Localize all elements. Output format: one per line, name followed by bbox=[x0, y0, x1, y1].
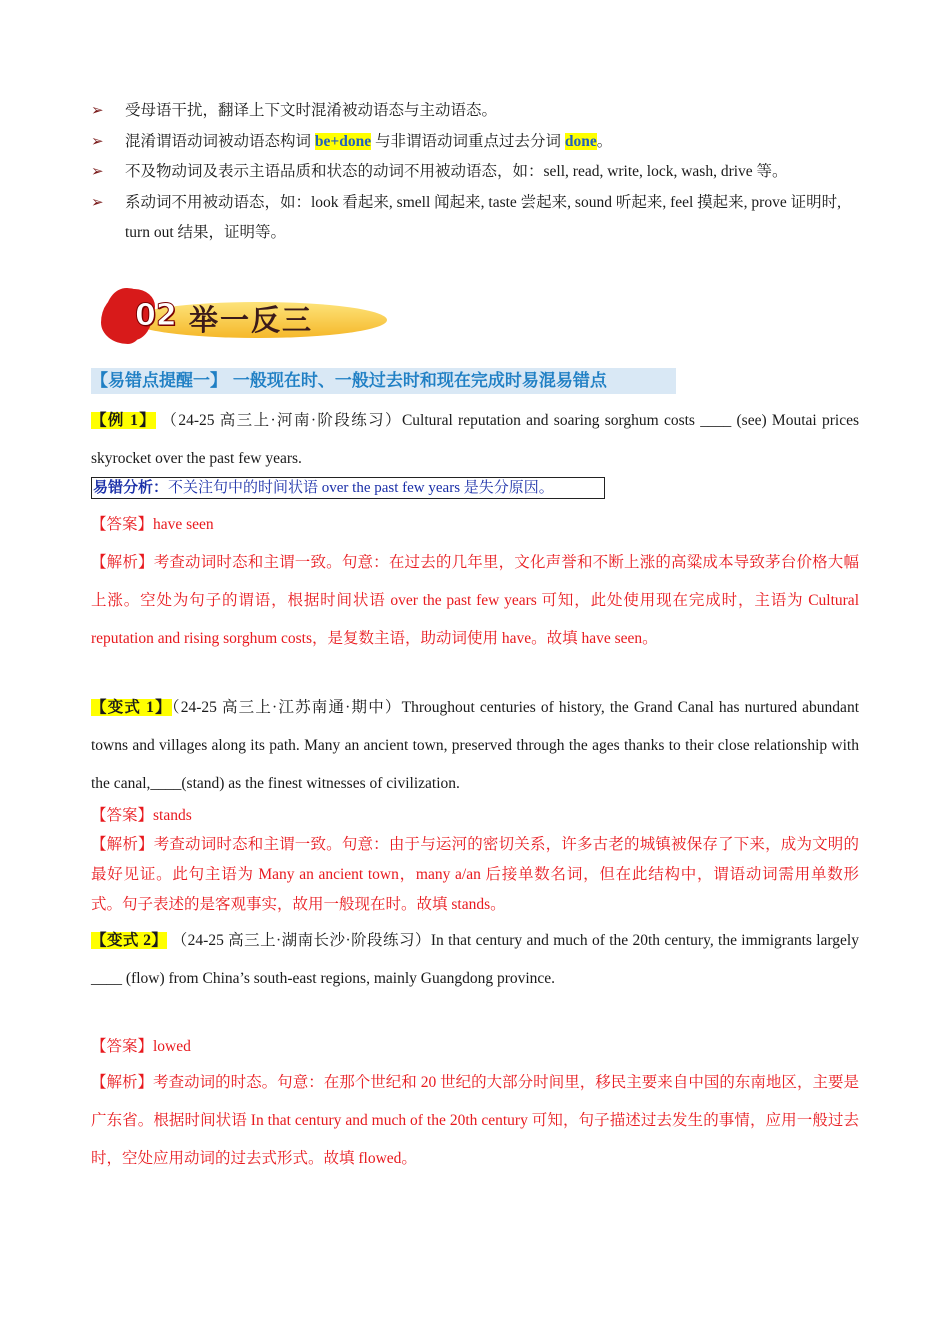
error-analysis-box: 易错分析：不关注句中的时间状语 over the past few years 是失分原因。 bbox=[91, 477, 605, 499]
section-heading: 【易错点提醒一】 一般现在时、一般过去时和现在完成时易混易错点 bbox=[91, 368, 676, 394]
highlight-be-done: be+done bbox=[314, 132, 372, 150]
example-tag: 【例 1】 bbox=[91, 412, 157, 429]
variant-2-explanation: 【解析】考查动词的时态。句意：在那个世纪和 20 世纪的大部分时间里，移民主要来自中国的东南地区，主要是广东省。根据时间状语 In that century and much of the 20th century 可知，句子描述过去发生的事情，应用一般过去时，空处应用动词的过去式形式。故填 flowed。 bbox=[91, 1074, 859, 1167]
error-cause-list bbox=[91, 96, 859, 249]
list-item: ➢ 不及物动词及表示主语品质和状态的动词不用被动语态，如：sell, read, write, lock, wash, drive 等。 bbox=[91, 157, 859, 188]
example-1-answer: 【答案】have seen bbox=[91, 516, 214, 533]
variant-tag: 【变式 1】 bbox=[91, 699, 172, 716]
arrow-bullet-icon: ➢ bbox=[91, 133, 104, 150]
highlight-done: done bbox=[564, 132, 597, 150]
example-1-explanation: 【解析】考查动词时态和主谓一致。句意：在过去的几年里，文化声誉和不断上涨的高粱成本导致茅台价格大幅上涨。空处为句子的谓语，根据时间状语 over the past few years 可知，此处使用现在完成时，主语为 Cultural reputation and rising sorghum costs，是复数主语，助动词使用 have。故填 have seen。 bbox=[91, 554, 859, 647]
list-item: ➢ 系动词不用被动语态，如：look 看起来, smell 闻起来, taste 尝起来, sound 听起来, feel 摸起来, prove 证明时, turn out 结果，证明等。 bbox=[91, 188, 859, 249]
banner-number: 02 bbox=[135, 298, 177, 333]
arrow-bullet-icon: ➢ bbox=[91, 194, 104, 211]
list-item: ➢ 受母语干扰，翻译上下文时混淆被动语态与主动语态。 bbox=[91, 96, 859, 127]
variant-2-answer: 【答案】lowed bbox=[91, 1038, 191, 1055]
arrow-bullet-icon: ➢ bbox=[91, 103, 104, 119]
variant-1-question: 【变式 1】（24-25 高三上·江苏南通·期中）Throughout centuries of history, the Grand Canal has nurtured abundant towns and villages along its path. Many an ancient town, preserved through the ages thanks to their close relationship with the canal,____(stand) as the finest witnesses of civilization. bbox=[91, 699, 859, 792]
variant-2-question: 【变式 2】 （24-25 高三上·湖南长沙·阶段练习）In that century and much of the 20th century, the immigrants largely ____ (flow) from China’s south-east regions, mainly Guangdong province. bbox=[91, 932, 859, 987]
banner-title: 举一反三 bbox=[189, 303, 314, 337]
arrow-bullet-icon: ➢ bbox=[91, 164, 104, 180]
section-banner bbox=[91, 282, 391, 350]
list-item: ➢ 混淆谓语动词被动语态构词 be+done 与非谓语动词重点过去分词 done。 bbox=[91, 127, 859, 158]
example-1-question: 【例 1】 （24-25 高三上·河南·阶段练习）Cultural reputation and soaring sorghum costs ____ (see) Moutai prices skyrocket over the past few years. bbox=[91, 412, 859, 467]
variant-1-answer: 【答案】stands bbox=[91, 807, 192, 824]
variant-1-explanation: 【解析】考查动词时态和主谓一致。句意：由于与运河的密切关系，许多古老的城镇被保存了下来，成为文明的最好见证。此句主语为 Many an ancient town，many a/an 后接单数名词，但在此结构中，谓语动词需用单数形式。句子表述的是客观事实，故用一般现在时。故填 stands。 bbox=[91, 836, 859, 913]
variant-tag: 【变式 2】 bbox=[91, 932, 168, 949]
